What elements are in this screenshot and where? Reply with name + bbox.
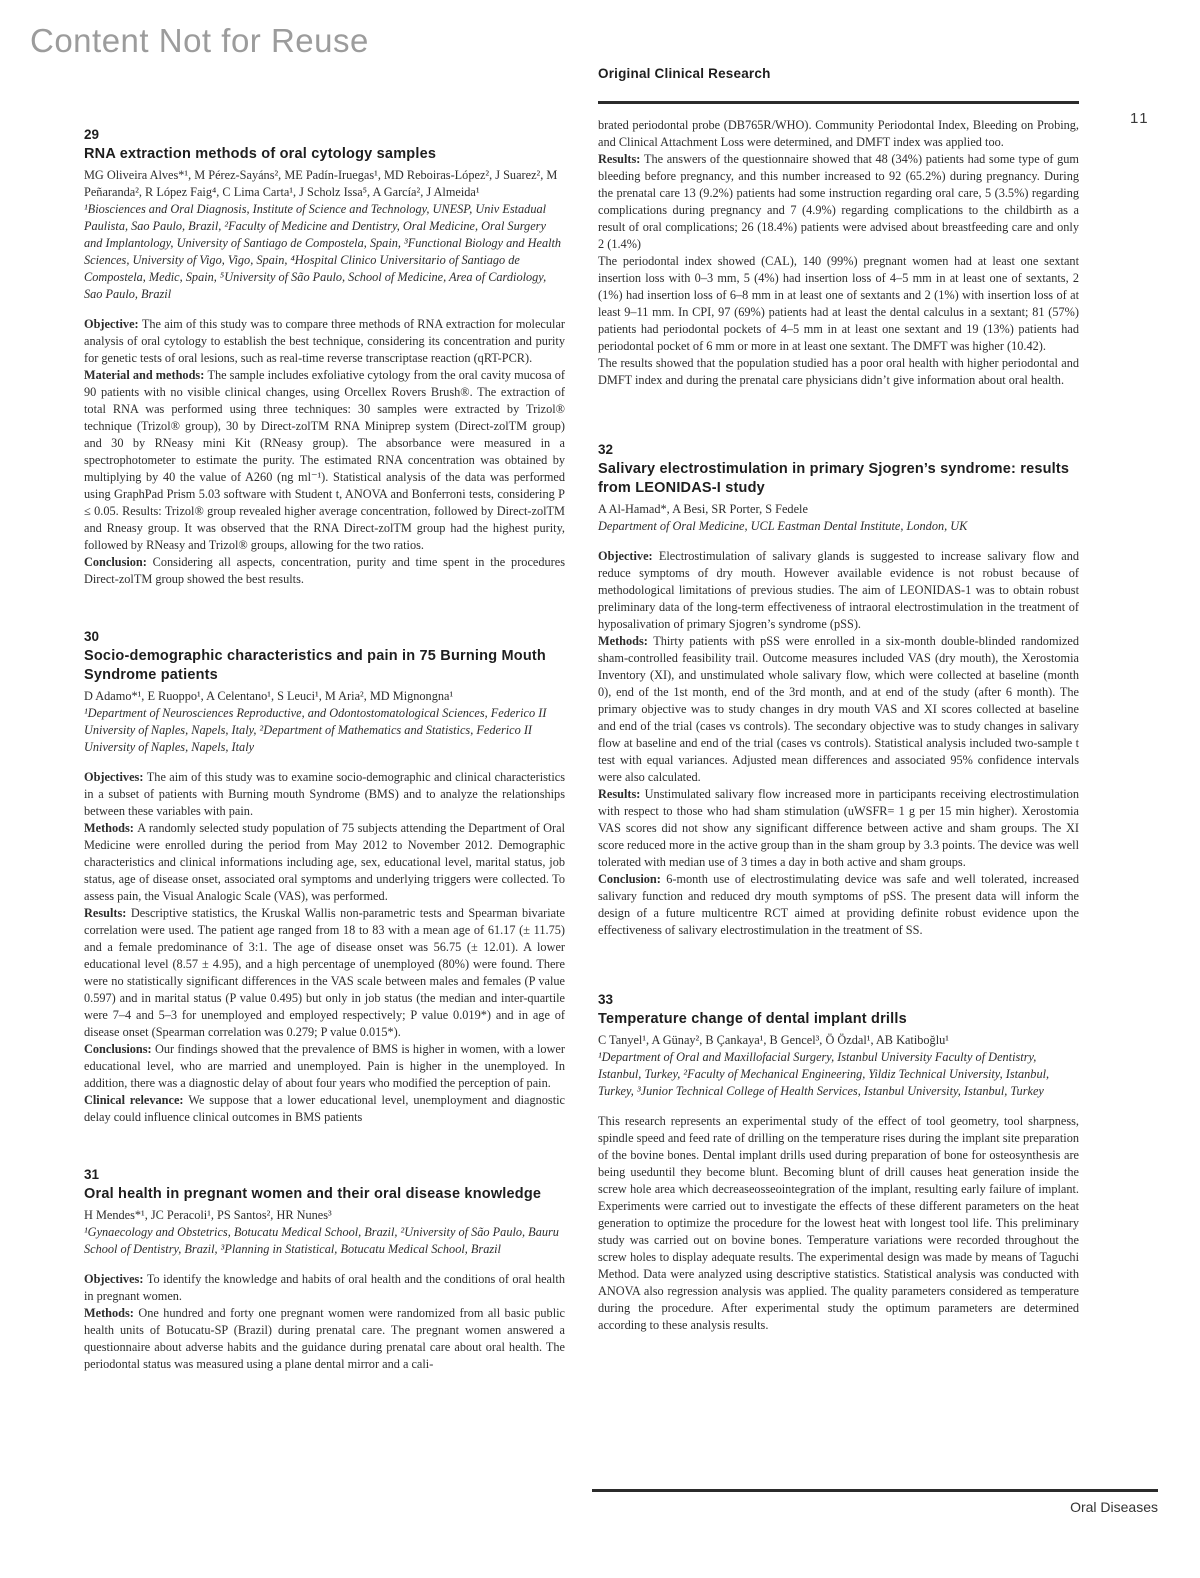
paragraph-text: The answers of the questionnaire showed that 48 (34%) patients had some type of gum bleeding before pregnancy, and this number increased to 92 (65.2%) during pregnancy. During the prenatal care 13 (9.2%) patients had some instruction regarding oral care, 5 (3.5%) regarding complications during pregnancy and 7 (4.9%) regarding complications to the childbirth as a result of oral complications; 26 (18.4%) patients were advised about breastfeeding care and only 2 (1.4%) [598,152,1079,251]
abstract-32 [598,441,1079,939]
abstract-authors: MG Oliveira Alves*¹, M Pérez-Sayáns², ME Padín-Iruegas¹, MD Reboiras-López², J Suarez², M Peñaranda², R López Faig⁴, C Lima Carta¹, J Scholz Issa⁵, A García², J Almeida¹ [84,168,558,199]
paragraph-text: A randomly selected study population of 75 subjects attending the Department of Oral Medicine were enrolled during the period from May 2012 to November 2012. Demographic characteristics and clinical informations including age, sex, educational level, marital status, job status, age of disease onset, associated oral symptoms and underlying triggers were collected. To assess pain, the Visual Analogic Scale (VAS), was performed. [84,821,565,903]
paragraph-periodontal-index [598,253,1079,355]
paragraph-text: Our findings showed that the prevalence of BMS is higher in women, with a lower educational level, who are married and unemployed. Pain is higher in the unemployed. In addition, there was a diagnostic delay of about four years who modified the perception of pain. [84,1042,565,1090]
paragraph-text: The aim of this study was to compare three methods of RNA extraction for molecular analysis of oral cytology to establish the best technique, considering its concentration and purity for genetic tests of oral lesions, such as real-time reverse transcriptase reaction (qRT-PCR). [84,317,565,365]
paragraph-label: Objectives: [84,1272,144,1286]
paragraph-label: Conclusion: [598,872,661,886]
paragraph-body [598,1113,1079,1334]
paragraph-results [84,905,565,1041]
paragraph-label: Objective: [598,549,653,563]
page-footer [592,1489,1158,1515]
paragraph-results [598,786,1079,871]
paragraph-text: To identify the knowledge and habits of oral health and the conditions of oral health in pregnant women. [84,1272,565,1303]
paragraph-objective [84,316,565,367]
paragraph-label: Objective: [84,317,139,331]
header-rule [598,101,1079,104]
abstract-title: Oral health in pregnant women and their oral disease knowledge [84,1186,542,1202]
paragraph-text: The results showed that the population studied has a poor oral health with higher periodontal and DMFT index and during the prenatal care physicians didn’t give information about oral health. [598,356,1079,387]
abstract-authors: C Tanyel¹, A Günay², B Çankaya¹, B Gencel³, Ö Özdal¹, AB Katiboğlu¹ [598,1033,949,1047]
abstract-affiliations: Department of Oral Medicine, UCL Eastman Dental Institute, London, UK [598,519,968,533]
paragraph-objectives [84,769,565,820]
paragraph-text: This research represents an experimental study of the effect of tool geometry, tool sharpness, spindle speed and feed rate of drilling on the temperature rises during the implant site preparation of the bovine bones. Dental implant drills used during preparation of bone for osteosynthesis are being useduntil they become blunt. Becoming blunt of drill causes heat generation inside the screw hole area which decreaseosseointegration of the implant, resulting early failure of implant. Experiments were carried out to investigate the effects of these different parameters on the heat generation to optimize the procedure for the lowest heat with longest tool life. This preliminary study was carried out on bovine bones. Temperature variations were recorded throughout the screw holes to display adequate results. The experimental design was made by means of Taguchi Method. Data were analyzed using descriptive statistics. Statistical analysis was conducted with ANOVA also regression analysis was applied. The quality parameters considered as temperature during the procedure. After experimental study the optimum parameters are determined according to these analysis results. [598,1114,1079,1332]
paragraph-text: The sample includes exfoliative cytology from the oral cavity mucosa of 90 patients with no visible clinical changes, using Orcellex Rovers Brush®. The extraction of total RNA was performed using three techniques: 30 samples were extracted by Trizol® technique (Trizol® group), 30 by Direct-zolTM RNA Miniprep system (Direct-zolTM group) and 30 by RNeasy mini Kit (RNeasy group). The absorbance were measured in a spectrophotometer to estimate the purity. The estimated RNA concentration was obtained by multiplying by 40 the value of A260 (ng ml⁻¹). Statistical analysis of the data was performed using GraphPad Prism 5.03 software with Student t, ANOVA and Bonferroni tests, considering P ≤ 0.05. Results: Trizol® group revealed higher average concentration, followed by Direct-zolTM and Rneasy group. It was observed that the RNA Direct-zolTM group had the highest purity, followed by RNeasy and Trizol® groups, allowing for the two ratios. [84,368,566,552]
paragraph-methods [84,1305,565,1373]
paragraph-label: Results: [598,787,641,801]
abstract-title: Socio-demographic characteristics and pain in 75 Burning Mouth Syndrome patients [84,648,546,683]
abstract-31-continuation [598,117,1079,389]
paragraph-label: Methods: [84,821,134,835]
right-column [598,0,1079,1373]
paragraph-results [598,151,1079,253]
abstract-authors: D Adamo*¹, E Ruoppo¹, A Celentano¹, S Leuci¹, M Aria², MD Mignongna¹ [84,689,454,703]
paragraph-methods [84,820,565,905]
paragraph-text: One hundred and forty one pregnant women were randomized from all basic public health units of Botucatu-SP (Brazil) during prenatal care. The pregnant women answered a questionnaire about adverse habits and the guidance during prenatal care about oral health. The periodontal status was measured using a plane dental mirror and a cali- [84,1306,565,1371]
section-header: Original Clinical Research [598,66,771,81]
paragraph-methods-continued [598,117,1079,151]
paragraph-text: The aim of this study was to examine socio-demographic and clinical characteristics in a subset of patients with Burning mouth Syndrome (BMS) and to analyze the relationships between these variables with pain. [84,770,565,818]
abstract-31 [84,1166,565,1373]
paragraph-results-summary [598,355,1079,389]
paragraph-text: The periodontal index showed (CAL), 140 (99%) pregnant women had at least one sextant insertion loss with 0–3 mm, 5 (4%) had insertion loss of 4–5 mm in at least one of sextants, 2 (1%) had insertion loss of 6–8 mm in at least one of sextants and 2 (1%) with insertion loss of at least 9–11 mm. In CPI, 97 (69%) patients had at least the dental calculus in a sextant; 81 (57%) patients had periodontal pockets of 4–5 mm in at least one sextant and 19 (13%) patients had periodontal pocket of 6 mm or more in at least one sextant. The DMFT was higher (10.42). [598,254,1079,353]
abstract-30 [84,628,565,1126]
abstract-affiliations: ¹Biosciences and Oral Diagnosis, Institute of Science and Technology, UNESP, Univ Estadual Paulista, Sao Paulo, Brazil, ²Faculty of Medicine and Dentistry, Oral Medicine, Oral Surgery and Implantology, University of Santiago de Compostela, Spain, ³Functional Biology and Health Sciences, University of Vigo, Vigo, Spain, ⁴Hospital Clinico Universitario of Santiago de Compostela, Medic, Spain, ⁵University of São Paulo, School of Medicine, Area of Cardiology, Sao Paulo, Brazil [84,202,562,301]
paragraph-label: Objectives: [84,770,144,784]
abstract-affiliations: ¹Department of Neurosciences Reproductive, and Odontostomatological Sciences, Federico II University of Naples, Napels, Italy, ²Department of Mathematics and Statistics, Federico II University of Naples, Napels, Italy [84,706,547,754]
paragraph-methods [598,633,1079,786]
paragraph-label: Clinical relevance: [84,1093,184,1107]
abstract-affiliations: ¹Gynaecology and Obstetrics, Botucatu Medical School, Brazil, ²University of São Paulo, Bauru School of Dentistry, Brazil, ³Planning in Statistical, Botucatu Medical School, Brazil [84,1225,559,1256]
abstract-title: RNA extraction methods of oral cytology samples [84,146,437,162]
abstract-number: 33 [598,992,614,1007]
abstract-29 [84,126,565,588]
paragraph-text: Unstimulated salivary flow increased more in participants receiving electrostimulation with respect to those who had sham stimulation (uWSFR= 1 g per 15 min higher). Xerostomia VAS scores did not show any significant difference between active and sham groups. The XI score reduced more in the active group than in the sham group by 3.3 points. The device was well tolerated with median use of 3 times a day in both active and sham groups. [598,787,1079,869]
abstract-33 [598,991,1079,1334]
paragraph-text: brated periodontal probe (DB765R/WHO). Community Periodontal Index, Bleeding on Probing, and Clinical Attachment Loss were determined, and DMFT index was applied too. [598,118,1079,149]
paragraph-text: Considering all aspects, concentration, purity and time spent in the procedures Direct-zolTM group showed the best results. [84,555,565,586]
abstract-affiliations: ¹Department of Oral and Maxillofacial Surgery, Istanbul University Faculty of Dentistry, Istanbul, Turkey, ²Faculty of Mechanical Engineering, Yildiz Technical University, Istanbul, Turkey, ³Junior Technical College of Health Services, Istanbul University, Istanbul, Turkey [598,1050,1050,1098]
abstract-title: Salivary electrostimulation in primary Sjogren’s syndrome: results from LEONIDAS-I study [598,461,1070,496]
abstract-number: 32 [598,442,614,457]
paragraph-conclusion [598,871,1079,939]
paragraph-objectives [84,1271,565,1305]
paragraph-label: Results: [598,152,641,166]
paragraph-text: Descriptive statistics, the Kruskal Wallis non-parametric tests and Spearman bivariate correlation were used. The patient age ranged from 18 to 83 with a mean age of 61.17 (± 11.75) and a female predominance of 3:1. The age of disease onset was 56.75 (± 12.01). A lower educational level (8.57 ± 4.95), and a high percentage of unemployed (80%) were found. There were no statistically significant differences in the VAS scale between males and females (P value 0.597) and in marital status (P value 0.495) but only in job status (the median and inter-quartile were 7–4 and 5–3 for unemployed and employed respectively; P value 0.019*) and in age of disease onset (Spearman correlation was 0.279; P value 0.015*). [84,906,565,1039]
paragraph-objective [598,548,1079,633]
page-number: 11 [1130,110,1150,127]
abstract-number: 31 [84,1167,100,1182]
paragraph-label: Methods: [598,634,648,648]
paragraph-label: Conclusion: [84,555,147,569]
footer-rule [592,1489,1158,1492]
journal-name: Oral Diseases [1070,1499,1158,1515]
paragraph-conclusion [84,554,565,588]
abstract-authors: A Al-Hamad*, A Besi, SR Porter, S Fedele [598,502,808,516]
paragraph-text: Thirty patients with pSS were enrolled in a six-month double-blinded randomized sham-controlled feasibility trail. Outcome measures included VAS (dry mouth), the Xerostomia Inventory (XI), and unstimulated whole salivary flow, which were collected at baseline (month 0), end of the 1st month, end of the 3rd month, and at end of the study (after 6 month). The primary objective was to study changes in dry mouth VAS and XI scores collected at baseline and end of the trial (cases vs controls). The secondary objective was to study changes in salivary flow at baseline and end of the trial (cases vs controls). Statistical analysis included two-sample t test with equal variances. Adjusted mean differences and associated 95% confidence intervals were also calculated. [598,634,1079,784]
watermark-text: Content Not for Reuse [30,22,369,59]
paragraph-text: Electrostimulation of salivary glands is suggested to increase salivary flow and reduce symptoms of dry mouth. However available evidence is not robust because of methodological limitations of previous studies. The aim of LEONIDAS-1 was to obtain robust preliminary data of the long-term effectiveness of intraoral electrostimulation in the treatment of hyposalivation of primary Sjogren’s syndrome (pSS). [598,549,1079,631]
paragraph-label: Methods: [84,1306,134,1320]
paragraph-clinical-relevance [84,1092,565,1126]
paragraph-conclusions [84,1041,565,1092]
paragraph-methods [84,367,565,554]
abstract-number: 29 [84,127,100,142]
paragraph-label: Material and methods: [84,368,205,382]
paragraph-text: We suppose that a lower educational level, unemployment and diagnostic delay could influence clinical outcomes in BMS patients [84,1093,566,1124]
left-column [84,0,565,1373]
paragraph-label: Results: [84,906,127,920]
paragraph-text: 6-month use of electrostimulating device was safe and well tolerated, increased salivary function and reduced dry mouth symptoms of pSS. The present data will inform the design of a future multicentre RCT aimed at providing definite robust evidence upon the effectiveness of salivary electrostimulation in the treatment of SS. [598,872,1079,937]
paragraph-label: Conclusions: [84,1042,152,1056]
abstract-title: Temperature change of dental implant drills [598,1011,907,1027]
abstract-number: 30 [84,629,100,644]
two-column-layout [84,0,1080,1373]
abstract-authors: H Mendes*¹, JC Peracoli¹, PS Santos², HR Nunes³ [84,1208,332,1222]
